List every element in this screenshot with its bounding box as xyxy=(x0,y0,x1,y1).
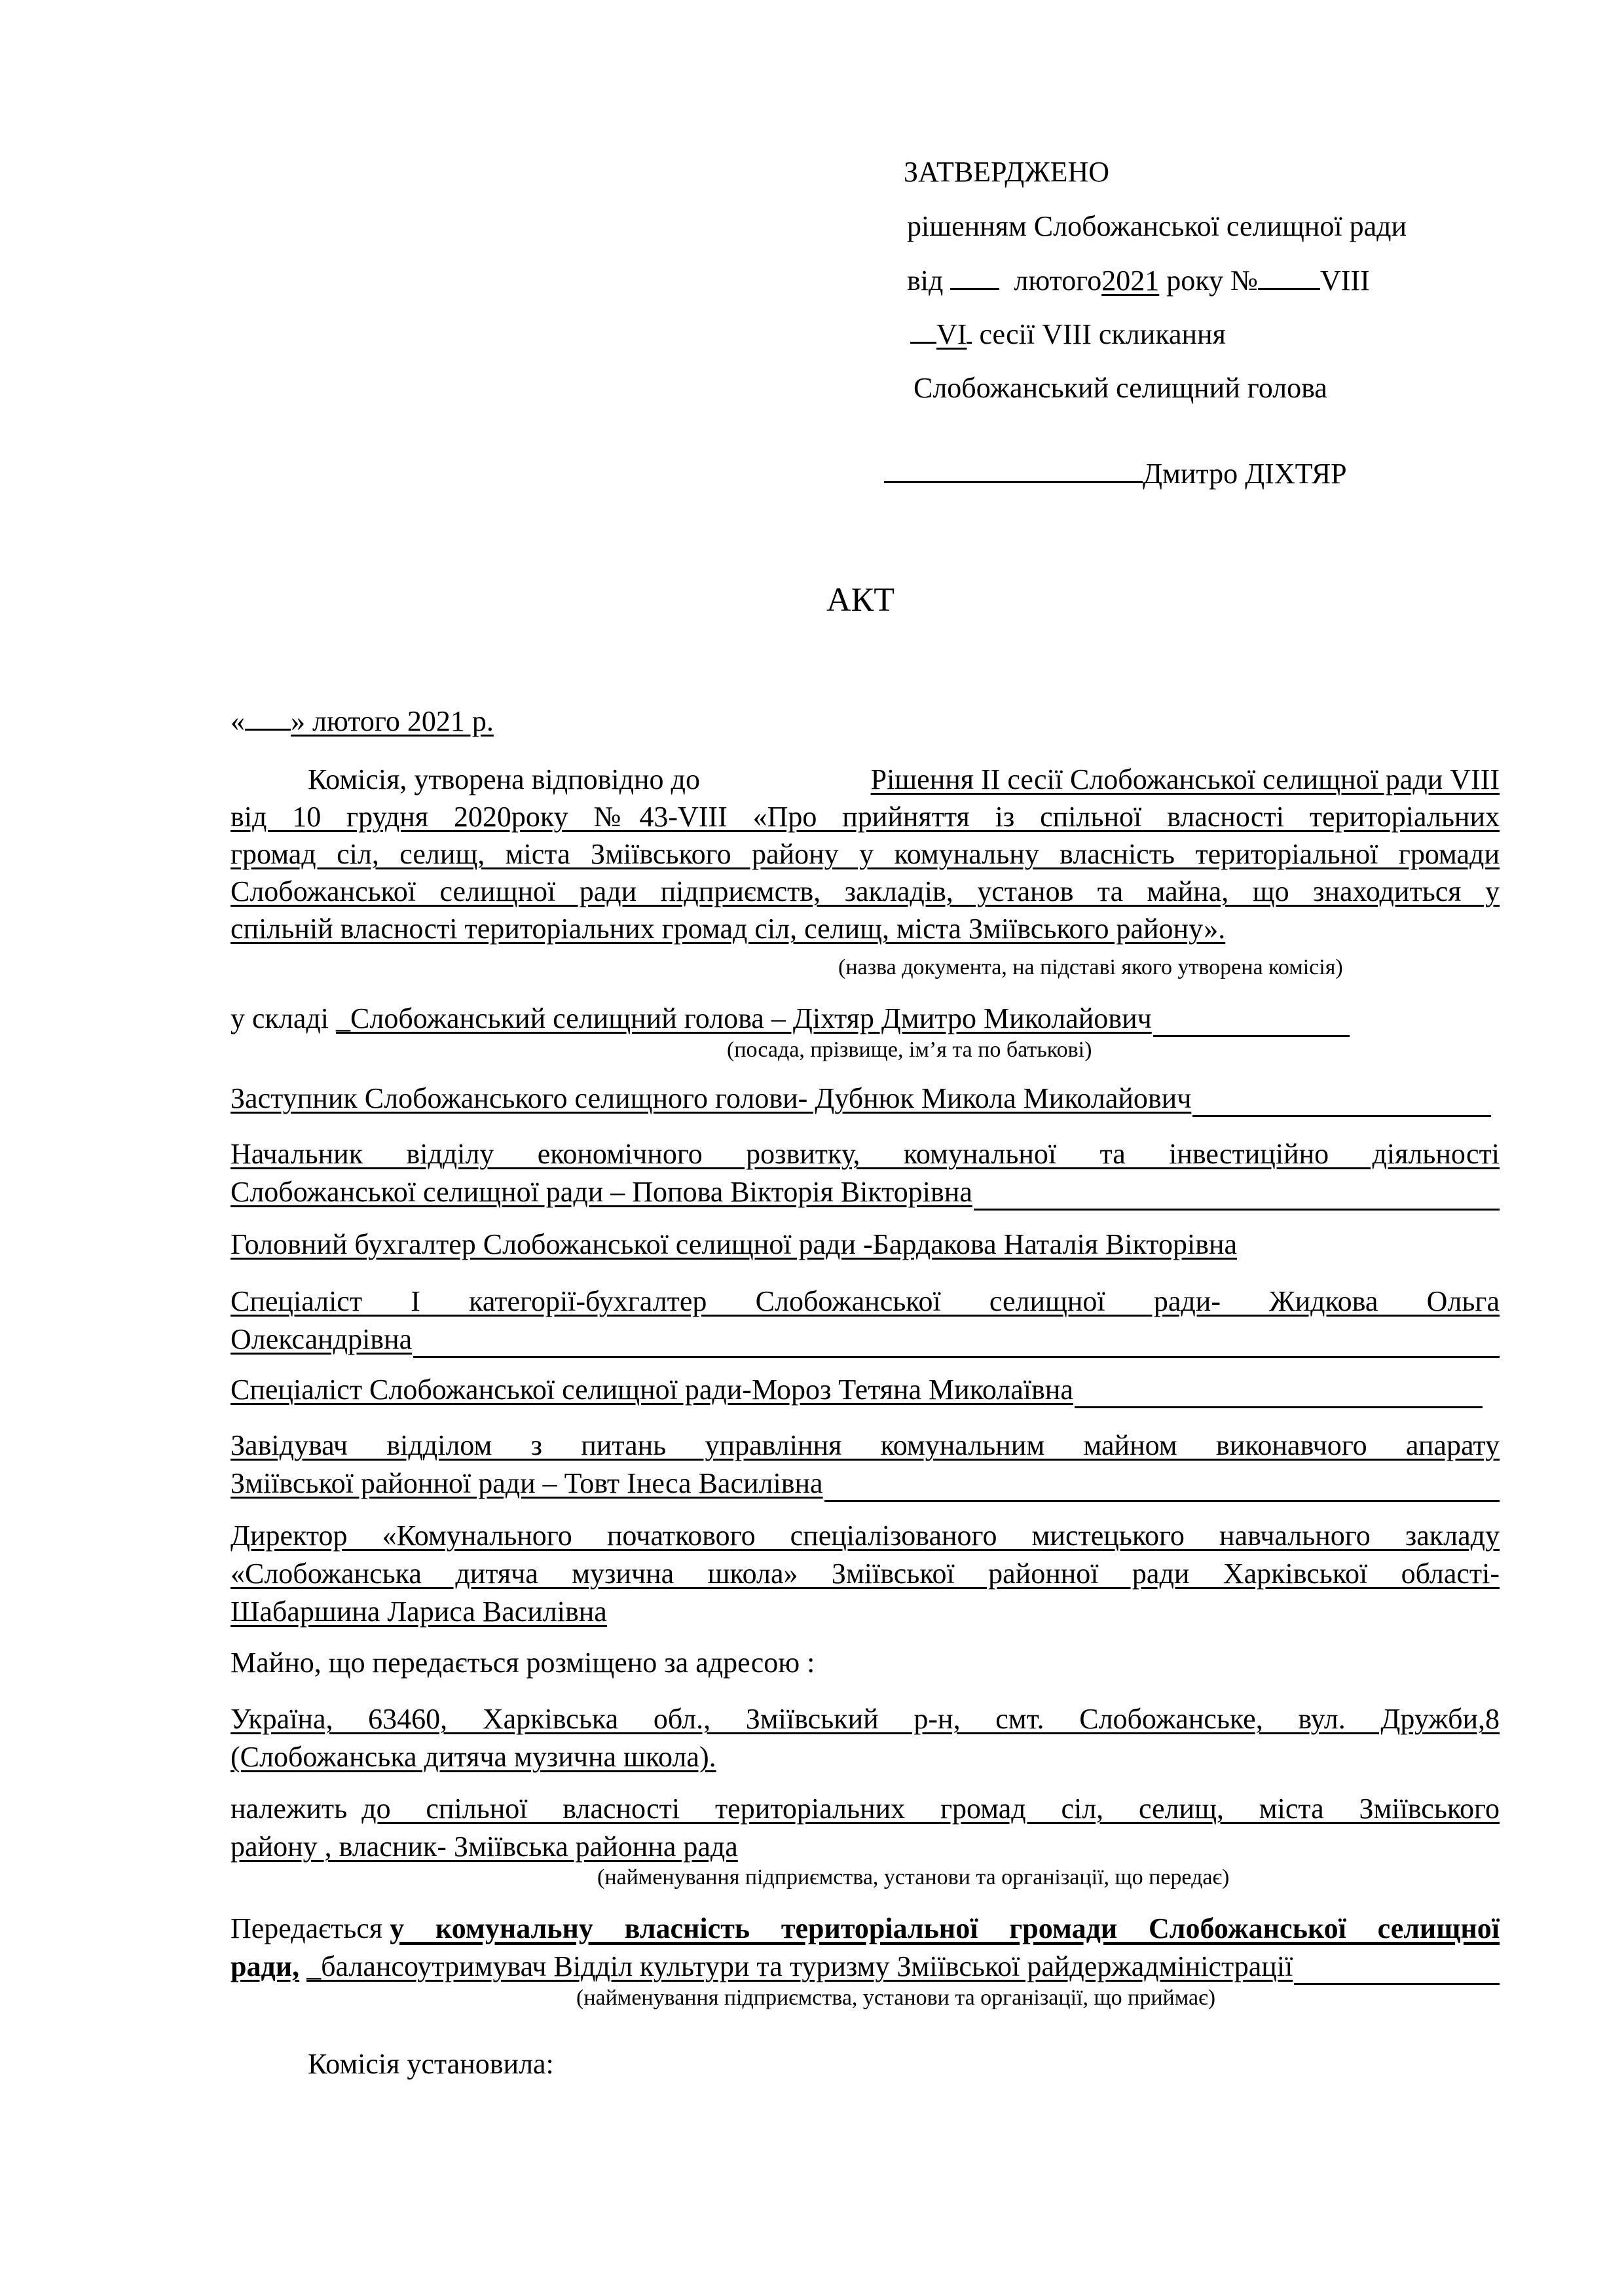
approval-session-line xyxy=(910,316,1226,353)
member-7 xyxy=(231,1518,1500,1630)
signature-blank[interactable] xyxy=(884,455,1143,483)
intro-lead: Комісія, утворена відповідно до xyxy=(308,763,700,795)
belongs-line-2: району , власник- Зміївська районна рада xyxy=(231,1831,738,1863)
transfer-recipient-1: у комунальну власність територіальної громади Слобожанської селищної xyxy=(390,1912,1500,1944)
act-date xyxy=(231,702,494,740)
transfer-blank[interactable] xyxy=(1294,1954,1500,1985)
member-7-line-1: Директор «Комунального початкового спеціалізованого мистецького навчального закладу xyxy=(231,1520,1500,1552)
member-5 xyxy=(231,1372,1483,1408)
composition-chair-row xyxy=(231,1000,1475,1037)
transfer-recipient-2: ради, xyxy=(231,1950,300,1982)
member-2-blank[interactable] xyxy=(974,1180,1500,1211)
member-3-text: Головний бухгалтер Слобожанської селищної ради -Бардакова Наталія Вікторівна xyxy=(231,1228,1238,1260)
document-title: АКТ xyxy=(826,581,895,619)
member-7-line-2: «Слобожанська дитяча музична школа» Зміївської районної ради Харківської області- xyxy=(231,1558,1500,1590)
member-4-blank[interactable] xyxy=(413,1327,1500,1358)
approval-year: 2021 xyxy=(1101,264,1160,297)
chair-blank[interactable] xyxy=(1153,1006,1350,1037)
intro-line-5: спільній власності територіальних громад сіл, селищ, міста Зміївського району». xyxy=(231,913,1226,945)
member-2 xyxy=(231,1136,1500,1211)
date-rest: » лютого 2021 р. xyxy=(291,705,494,737)
member-3 xyxy=(231,1226,1237,1263)
member-5-text: Спеціаліст Слобожанської селищної ради-Мороз Тетяна Миколаївна xyxy=(231,1374,1073,1406)
belongs-line-1: до спільної власності територіальних громад сіл, селищ, міста Зміївського xyxy=(361,1793,1500,1825)
member-5-blank[interactable] xyxy=(1075,1377,1483,1408)
date-open-quote: « xyxy=(231,705,245,737)
approval-day-blank[interactable] xyxy=(950,262,999,290)
belongs-caption: (найменування підприємства, установи та організації, що передає) xyxy=(597,1865,1230,1889)
approval-head-title: Слобожанський селищний голова xyxy=(913,372,1327,404)
approval-convocation: VIII xyxy=(1320,264,1370,297)
composition-lead: у складі xyxy=(231,1002,329,1034)
composition-chair: _Слобожанський селищний голова – Діхтяр Дмитро Миколайович xyxy=(336,1002,1152,1034)
approval-month: лютого xyxy=(1014,264,1102,297)
transfer-caption: (найменування підприємства, установи та організації, що приймає) xyxy=(576,1986,1216,2010)
property-location-label: Майно, що передається розміщено за адресою : xyxy=(231,1647,815,1679)
member-4-line-2: Олександрівна xyxy=(231,1323,413,1355)
member-2-line-2: Слобожанської селищної ради – Попова Вікторія Вікторівна xyxy=(231,1176,972,1208)
transfer-lead: Передається xyxy=(231,1912,383,1944)
member-6-blank[interactable] xyxy=(824,1471,1500,1502)
session-blank-tail xyxy=(967,316,972,344)
signature-name: Дмитро ДІХТЯР xyxy=(1143,458,1347,490)
property-address xyxy=(231,1701,1500,1776)
approval-date-prefix: від xyxy=(907,264,944,297)
findings-label: Комісія установила: xyxy=(308,2048,554,2080)
member-1 xyxy=(231,1080,1491,1117)
member-1-blank[interactable] xyxy=(1192,1086,1491,1117)
intro-line-3: громад сіл, селищ, міста Зміївського району у комунальну власність територіальної громади xyxy=(231,838,1500,870)
intro-caption: (назва документа, на підставі якого утворена комісія) xyxy=(838,955,1343,979)
session-blank[interactable] xyxy=(910,316,936,344)
member-6-line-2: Зміївської районної ради – Товт Інеса Василівна xyxy=(231,1467,823,1499)
date-day-blank[interactable] xyxy=(245,702,291,731)
approval-signature-line xyxy=(884,455,1347,492)
session-number: VI xyxy=(936,318,967,350)
member-1-text: Заступник Слобожанського селищного голови- Дубнюк Микола Миколайович xyxy=(231,1082,1192,1114)
address-line-1: Україна, 63460, Харківська обл., Зміївський р-н, смт. Слобожанське, вул. Дружби,8 xyxy=(231,1703,1500,1735)
intro-line-4: Слобожанської селищної ради підприємств, закладів, установ та майна, що знаходиться у xyxy=(231,875,1500,907)
composition-caption: (посада, прізвище, ім’я та по батькові) xyxy=(727,1038,1092,1062)
member-2-line-1: Начальник відділу економічного розвитку, комунальної та інвестиційно діяльності xyxy=(231,1138,1500,1170)
member-7-line-3: Шабаршина Лариса Василівна xyxy=(231,1595,607,1628)
approval-decision-line: рішенням Слобожанської селищної ради xyxy=(907,210,1407,242)
session-text: сесії VIII скликання xyxy=(979,318,1226,350)
approval-date-line xyxy=(907,262,1370,299)
approval-number-blank[interactable] xyxy=(1258,262,1320,290)
intro-line-1: Рішення ІІ сесії Слобожанської селищної ради VIII xyxy=(870,763,1500,795)
member-4 xyxy=(231,1283,1500,1358)
transfer-balance-holder: _балансоутримувач Відділ культури та туризму Зміївської райдержадміністрації xyxy=(306,1950,1293,1982)
property-belongs xyxy=(231,1791,1500,1865)
intro-line-2: від 10 грудня 2020року №43-VIII «Про прийняття із спільної власності територіальних xyxy=(231,801,1500,833)
approval-number-label: року № xyxy=(1166,264,1258,297)
address-line-2: (Слобожанська дитяча музична школа). xyxy=(231,1741,716,1773)
member-6 xyxy=(231,1427,1500,1502)
approval-title: ЗАТВЕРДЖЕНО xyxy=(904,156,1110,188)
member-4-line-1: Спеціаліст І категорії-бухгалтер Слобожанської селищної ради- Жидкова Ольга xyxy=(231,1285,1500,1317)
member-6-line-1: Завідувач відділом з питань управління комунальним майном виконавчого апарату xyxy=(231,1429,1500,1461)
belongs-lead: належить xyxy=(231,1793,348,1825)
property-transfer xyxy=(231,1910,1500,1985)
